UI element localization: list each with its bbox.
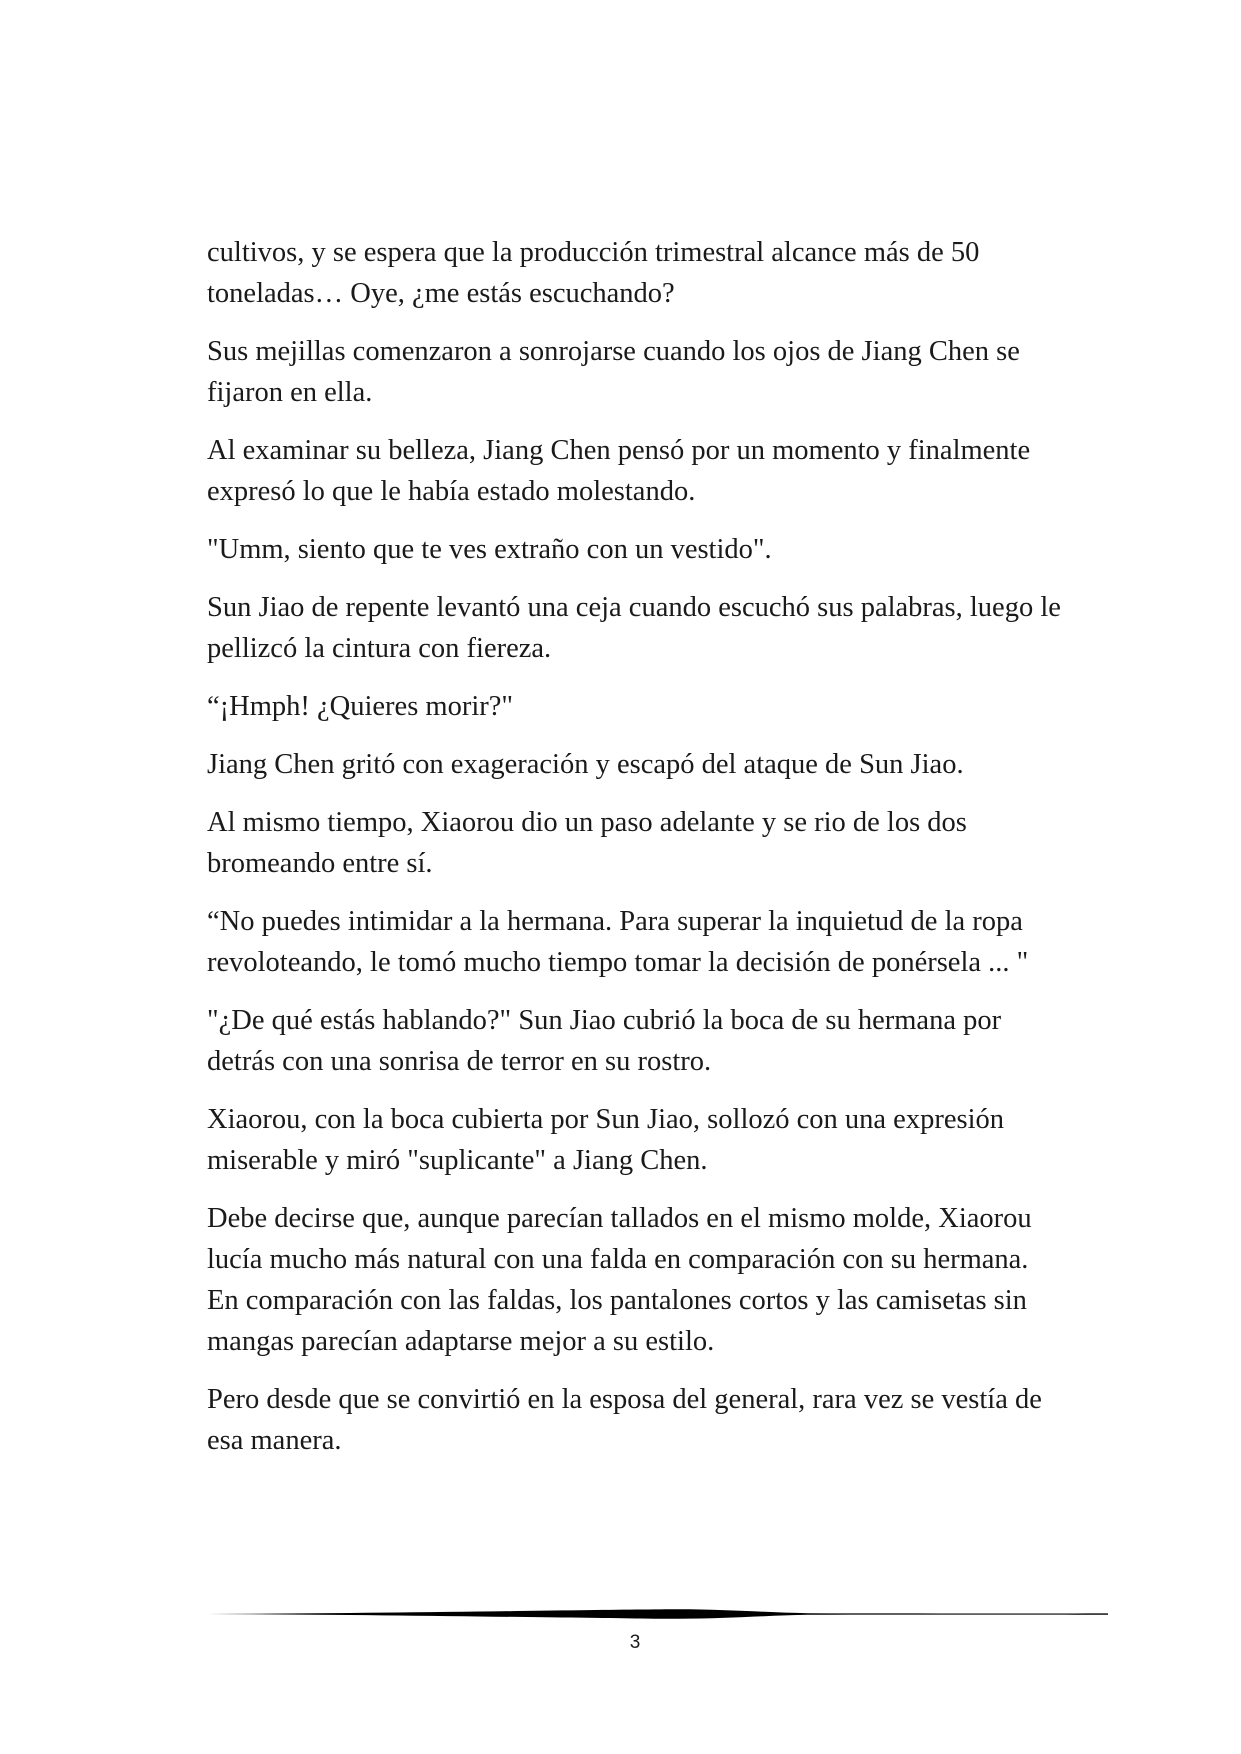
paragraph-11: Xiaorou, con la boca cubierta por Sun Jiao, sollozó con una expresión miserable y miró "suplicante" a Jiang Chen. [207, 1104, 1004, 1176]
paragraph-13: Pero desde que se convirtió en la esposa del general, rara vez se vestía de esa manera. [207, 1384, 1042, 1456]
paragraph-5: Sun Jiao de repente levantó una ceja cuando escuchó sus palabras, luego le pellizcó la cintura con fiereza. [207, 592, 1061, 664]
paragraph-2: Sus mejillas comenzaron a sonrojarse cuando los ojos de Jiang Chen se fijaron en ella. [207, 336, 1020, 408]
paragraph-6: “¡Hmph! ¿Quieres morir?" [207, 691, 514, 722]
paragraph-8: Al mismo tiempo, Xiaorou dio un paso adelante y se rio de los dos bromeando entre sí. [207, 807, 967, 879]
paragraph-12: Debe decirse que, aunque parecían tallados en el mismo molde, Xiaorou lucía mucho más natural con una falda en comparación con su hermana. En comparación con las faldas, los pantalones cortos y las camisetas sin mangas parecían adaptarse mejor a su estilo. [207, 1203, 1032, 1357]
footer-divider [208, 1608, 1108, 1620]
paragraph-4: "Umm, siento que te ves extraño con un vestido". [207, 534, 772, 565]
paragraph-1: cultivos, y se espera que la producción trimestral alcance más de 50 toneladas… Oye, ¿me estás escuchando? [207, 237, 980, 309]
paragraph-7: Jiang Chen gritó con exageración y escapó del ataque de Sun Jiao. [207, 749, 964, 780]
paragraph-3: Al examinar su belleza, Jiang Chen pensó por un momento y finalmente expresó lo que le había estado molestando. [207, 435, 1031, 507]
paragraph-10: "¿De qué estás hablando?" Sun Jiao cubrió la boca de su hermana por detrás con una sonrisa de terror en su rostro. [207, 1005, 1002, 1077]
paragraph-9: “No puedes intimidar a la hermana. Para superar la inquietud de la ropa revoloteando, le tomó mucho tiempo tomar la decisión de ponérsela ... " [207, 906, 1029, 978]
page-number: 3 [629, 1632, 641, 1653]
body-text [207, 232, 1067, 1478]
